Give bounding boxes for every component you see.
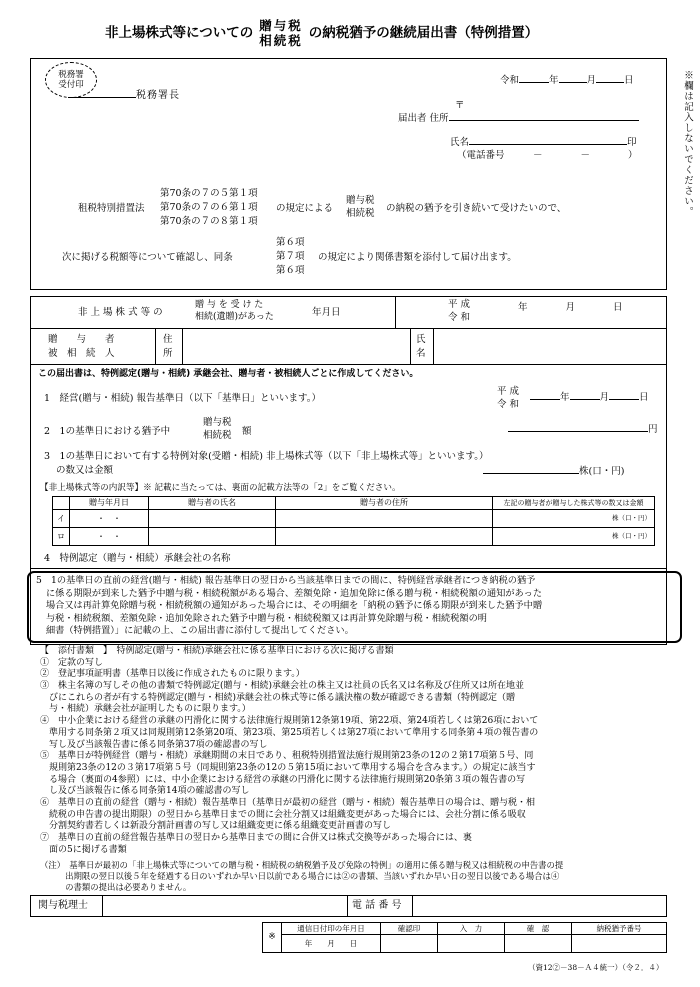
law-tax-stack: 贈与税 相続税 — [346, 195, 375, 219]
gift-row-label: 非 上 場 株 式 等 の — [78, 307, 163, 318]
gift-row-type: 贈 与 を 受 け た 相続(遺贈)があった — [195, 300, 274, 323]
law-paragraphs: 第６項 第７項 第６項 — [276, 237, 305, 276]
tax-accountant-field[interactable] — [104, 897, 344, 915]
donor-address-field[interactable] — [185, 331, 407, 363]
attach-item: 続税の申告書の提出期限）の翌日から基準日までの間に会社分割又は組織変更があった場合には、会社分割に係る吸収 — [40, 809, 526, 820]
donor-address-label: 住 所 — [163, 334, 173, 360]
title-prefix: 非上場株式等についての — [105, 24, 254, 41]
item1-era: 平 成 令 和 — [497, 386, 520, 411]
donor-name-field[interactable] — [436, 331, 664, 363]
item3-line2: の数又は金額 — [56, 465, 114, 476]
attach-item: 準用する同条第２項又は同規則第12条第20項、第23項、第25項若しくは第27項において準用する同条第４項の報告書の — [40, 727, 539, 738]
attach-item: 規則第23条の12の３第17項第５号（同規則第23条の12の５第15項において準用する場合を含みます。）の規定に該当す — [40, 762, 536, 773]
office-use-table: ※ 通信日付印の年月日 確認印 入 力 確 認 納税猶予番号 年 月 日 — [262, 922, 667, 953]
form-title — [105, 18, 605, 48]
title-tax-stack — [259, 18, 303, 48]
attach-item: 与・相続）承継会社が証明したものに限ります。） — [40, 704, 251, 715]
item2-suffix: 額 — [242, 426, 252, 437]
item2-amount[interactable]: 円 — [508, 424, 658, 436]
attachments — [40, 646, 670, 893]
col-gift-date: 贈与年月日 — [70, 497, 149, 510]
office-use-note: ※欄は記入しないでください。 — [682, 70, 693, 217]
detail-header: 【非上場株式等の内訳等】※ 記載に当たっては、裏面の記載方法等の「2」をご覧ください。 — [40, 483, 401, 493]
attach-item: 分割契約書若しくは新設分割計画書の写し又は組織変更に係る組織変更計画書の写し — [40, 821, 392, 832]
item3-line1: 3 1の基準日において有する特例対象(受贈・相続) 非上場株式等（以下「非上場株式等」といいます。） — [44, 451, 489, 462]
postal-mark: 〒 — [455, 100, 465, 111]
item5-text: 5 1の基準日の直前の経営(贈与・相続) 報告基準日の翌日から当該基準日までの間に、特例経営承継者につき納税の猶予 に係る期限が到来した猶予中贈与税・相続税額がある場合、差額免除・追加免除に係る贈与税・相続税額の通知があった 場合又は再計算免除贈与税・相続税額の通知があった場合には、その明細を「納税の猶予に係る期限が到来した猶予中贈 与税・相続税額、差額免除・追加免除された猶予中贈与税・相続税額又は再計算免除贈与税・相続税額の明 細書（特例措置）」に記載の上、この届出書に添付して提出してください。 — [36, 575, 543, 637]
law-suffix: の納税の猶予を引き続いて受けたいので、 — [386, 203, 567, 214]
form-code: （資12②－38－Ａ４統一）（令２．４） — [528, 963, 664, 972]
col-donor-name: 贈与者の氏名 — [149, 497, 276, 510]
accountant-phone-field[interactable] — [414, 897, 664, 915]
item4-field[interactable] — [260, 552, 660, 566]
gift-row-era: 平 成 令 和 — [448, 299, 471, 323]
attach-item: 面の5に掲げる書類 — [40, 844, 127, 855]
applicant-address[interactable]: 届出者 住所 — [398, 113, 639, 125]
item1-date[interactable]: 年 月 日 — [530, 392, 649, 404]
title-suffix: の納税猶予の継続届出書（特例措置） — [308, 24, 539, 41]
item2-prefix: 2 1の基準日における猶予中 — [44, 426, 171, 437]
law-prefix: 租税特別措置法 — [78, 203, 145, 214]
attach-item: ⑤ 基準日が特例経営（贈与・相続）承継期間の末日であり、租税特別措置法施行規則第23条の12の２第17項第５号、同 — [40, 751, 534, 762]
stamp-line1: 税務署 — [58, 69, 84, 80]
attachments-note: （注） 基準日が最初の「非上場株式等についての贈与税・相続税の納税猶予及び免除の特例」の適用に係る贈与税又は相続税の申告書の提 出期限の翌日以後５年を経過する日のいずれか早い日以前である場合には②の書類、当該いずれか早い日の翌日以後である場合は④ の書類の提出は必要ありません。 — [40, 860, 564, 893]
tax-accountant-label: 関与税理士 — [38, 900, 88, 911]
attach-item: ⑥ 基準日の直前の経営（贈与・相続）報告基準日（基準日が最初の経営（贈与・相続）報告基準日の場合は、贈与税・相 — [40, 797, 536, 808]
attach-item: ② 登記事項証明書（基準日以後に作成されたものに限ります。） — [40, 669, 305, 680]
title-tax-gift: 贈与税 — [259, 18, 303, 33]
applicant-name[interactable]: 氏名 印 — [450, 137, 637, 148]
applicant-phone[interactable]: （電話番号 － － ） — [457, 150, 638, 161]
stamp-line2: 受付印 — [58, 80, 84, 90]
law-line2-prefix: 次に掲げる税額等について確認し、同条 — [62, 252, 233, 263]
attachments-header: 【 添付書類 】 特例認定(贈与・相続)承継会社に係る基準日における次に掲げる書類 — [40, 646, 394, 656]
creation-note: この届出書は、特例認定(贈与・相続) 承継会社、贈与者・被相続人ごとに作成してください。 — [38, 369, 419, 379]
table-row[interactable]: ロ ・ ・ 株（口・円） — [53, 528, 655, 546]
item2-tax-stack: 贈与税 相続税 — [203, 417, 232, 441]
law-articles: 第70条の７の５第１項 第70条の７の６第１項 第70条の７の８第１項 — [160, 188, 258, 227]
gift-row-date-label: 年月日 — [312, 307, 341, 318]
detail-table — [52, 496, 655, 546]
col-donor-address: 贈与者の住所 — [276, 497, 493, 510]
seal-mark: 印 — [627, 137, 637, 148]
law-line2-suffix: の規定により関係書類を添付して届け出ます。 — [318, 252, 517, 263]
col-share-count: 左記の贈与者が贈与した株式等の数又は金額 — [493, 497, 655, 510]
attach-item: びにこれらの者が有する特例認定(贈与・相続)承継会社の株式等に係る議決権の数が確認できる書類（特例認定（贈 — [40, 692, 516, 703]
item4-label: 4 特例認定（贈与・相続）承継会社の名称 — [44, 553, 231, 564]
gift-row-ymd[interactable]: 年 月 日 — [518, 302, 623, 313]
tax-office-line[interactable]: 税務署長 — [68, 90, 180, 103]
accountant-phone-label: 電 話 番 号 — [352, 900, 402, 911]
attach-item: る場合（裏面の4参照）には、中小企業における経営の承継の円滑化に関する法律施行規則第20条第３項の報告書の写 — [40, 774, 526, 785]
attach-item: 写し及び当該報告書に係る同条第37項の確認書の写し — [40, 739, 268, 750]
donor-name-label: 氏 名 — [416, 334, 426, 360]
item1-label: 1 経営(贈与・相続) 報告基準日（以下「基準日」といいます。） — [44, 393, 321, 404]
attach-item: ① 定款の写し — [40, 657, 104, 668]
attach-item: ④ 中小企業における経営の承継の円滑化に関する法律施行規則第12条第19項、第22項、第24項若しくは第26項において — [40, 716, 539, 727]
attach-item: し及び当該報告に係る同条第14項の確認書の写し — [40, 786, 250, 797]
table-row[interactable]: イ ・ ・ 株（口・円） — [53, 510, 655, 528]
attach-item: ③ 株主名簿の写しその他の書類で特例認定(贈与・相続)承継会社の株主又は社員の氏名又は名称及び住所又は所在地並 — [40, 681, 525, 692]
filing-date[interactable]: 令和 年 月 日 — [500, 75, 634, 86]
item3-amount[interactable]: 株(口・円) — [483, 466, 624, 478]
attach-item: ⑦ 基準日の直前の経営報告基準日の翌日から基準日までの間に合併又は株式交換等があった場合には、裏 — [40, 833, 472, 843]
donor-labels: 贈 与 者 被 相 続 人 — [48, 334, 115, 360]
law-mid: の規定による — [276, 203, 334, 214]
title-tax-inheritance: 相続税 — [259, 33, 303, 48]
